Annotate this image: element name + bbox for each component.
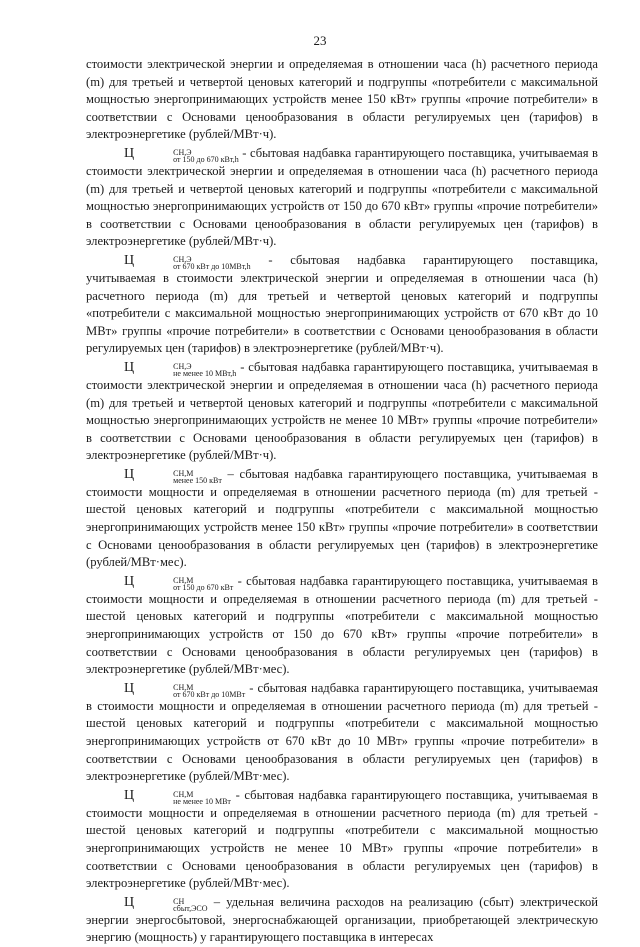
definition-text: - сбытовая надбавка гарантирующего поставщика, учитываемая в стоимости мощности и определяемая в отношении расчетного периода (m) для третьей - шестой ценовых категорий и подгруппы «потребители с максимальной мощностью энергопринимающих устройств от 150 до 670 кВт» группы «прочие потребители» в соответствии с Основами ценообразования в области регулируемых цен (тарифов) в электроэнергетике (рублей/МВт·мес). xyxy=(86,573,598,677)
definition-text: - сбытовая надбавка гарантирующего поставщика, учитываемая в стоимости мощности и определяемая в отношении расчетного периода (m) для третьей - шестой ценовых категорий и подгруппы «потребители с максимальной мощностью энергопринимающих устройств от 670 кВт до 10 МВт» группы «прочие потребители» в соответствии с Основами ценообразования в области регулируемых цен (тарифов) в электроэнергетике (рублей/МВт·мес). xyxy=(86,680,598,784)
document-body xyxy=(86,56,598,947)
definition-paragraph xyxy=(86,573,598,679)
formula-symbol: Ц СН,Э от 150 до 670 кВт,h xyxy=(124,145,239,164)
definition-paragraph xyxy=(86,894,598,947)
definition-text: – сбытовая надбавка гарантирующего поставщика, учитываемая в стоимости мощности и определяемая в отношении расчетного периода (m) для третьей - шестой ценовых категорий и подгруппы «потребители с максимальной мощностью энергопринимающих устройств менее 150 кВт» группы «прочие потребители» в соответствии с Основами ценообразования в области регулируемых цен (тарифов) в электроэнергетике (рублей/МВт·мес). xyxy=(86,466,599,570)
formula-symbol: Ц СН,М от 150 до 670 кВт xyxy=(124,573,234,592)
formula-symbol: Ц СН,Э от 670 кВт до 10МВт,h xyxy=(124,252,251,271)
formula-symbol: Ц СН,М менее 150 кВт xyxy=(124,466,222,485)
definition-text: – удельная величина расходов на реализацию (сбыт) электрической энергии энергосбытовой, энергоснабжающей организации, приобретающей электрическую энергию (мощность) у гарантирующего поставщика в интересах xyxy=(86,894,598,945)
definition-paragraph xyxy=(86,466,598,572)
formula-symbol: Ц СН,Э не менее 10 МВт,h xyxy=(124,359,237,378)
definition-text: - сбытовая надбавка гарантирующего поставщика, учитываемая в стоимости мощности и определяемая в отношении расчетного периода (m) для третьей - шестой ценовых категорий и подгруппы «потребители с максимальной мощностью энергопринимающих устройств не менее 10 МВт» группы «прочие потребители» в соответствии с Основами ценообразования в области регулируемых цен (тарифов) в электроэнергетике (рублей/МВт·мес). xyxy=(86,787,598,891)
formula-symbol: Ц СН сбыт,ЭСО xyxy=(124,894,208,913)
definition-text: - сбытовая надбавка гарантирующего поставщика, учитываемая в стоимости электрической энергии и определяемая в отношении часа (h) расчетного периода (m) для третьей и четвертой ценовых категорий и подгруппы «потребители с максимальной мощностью энергопринимающих устройств от 150 до 670 кВт» группы «прочие потребители» в соответствии с Основами ценообразования в области регулируемых цен (тарифов) в электроэнергетике (рублей/МВт·ч). xyxy=(86,145,598,249)
definition-paragraph xyxy=(86,787,598,893)
definition-paragraph xyxy=(86,359,598,465)
formula-symbol: Ц СН,М не менее 10 МВт xyxy=(124,787,231,806)
page-number: 23 xyxy=(313,33,327,48)
definition-paragraph xyxy=(86,145,598,251)
intro-paragraph: стоимости электрической энергии и определяемая в отношении часа (h) расчетного периода (m) для третьей и четвертой ценовых категорий и подгруппы «потребители с максимальной мощностью энергопринимающих устройств менее 150 кВт» группы «прочие потребители» в соответствии с Основами ценообразования в области регулируемых цен (тарифов) в электроэнергетике (рублей/МВт·ч). xyxy=(86,57,598,142)
definition-text: - сбытовая надбавка гарантирующего поставщика, учитываемая в стоимости электрической энергии и определяемая в отношении часа (h) расчетного периода (m) для третьей и четвертой ценовых категорий и подгруппы «потребители с максимальной мощностью энергопринимающих устройств не менее 10 МВт» группы «прочие потребители» в соответствии с Основами ценообразования в области регулируемых цен (тарифов) в электроэнергетике (рублей/МВт·ч). xyxy=(86,359,598,463)
definition-paragraph xyxy=(86,680,598,786)
definition-text: - сбытовая надбавка гарантирующего поставщика, учитываемая в стоимости электрической энергии и определяемая в отношении часа (h) расчетного периода (m) для третьей и четвертой ценовых категорий и подгруппы «потребители с максимальной мощностью энергопринимающих устройств от 670 кВт до 10 МВт» группы «прочие потребители» в соответствии с Основами ценообразования в области регулируемых цен (тарифов) в электроэнергетике (рублей/МВт·ч). xyxy=(86,252,598,356)
formula-symbol: Ц СН,М от 670 кВт до 10МВт xyxy=(124,680,246,699)
definition-paragraph xyxy=(86,252,598,358)
